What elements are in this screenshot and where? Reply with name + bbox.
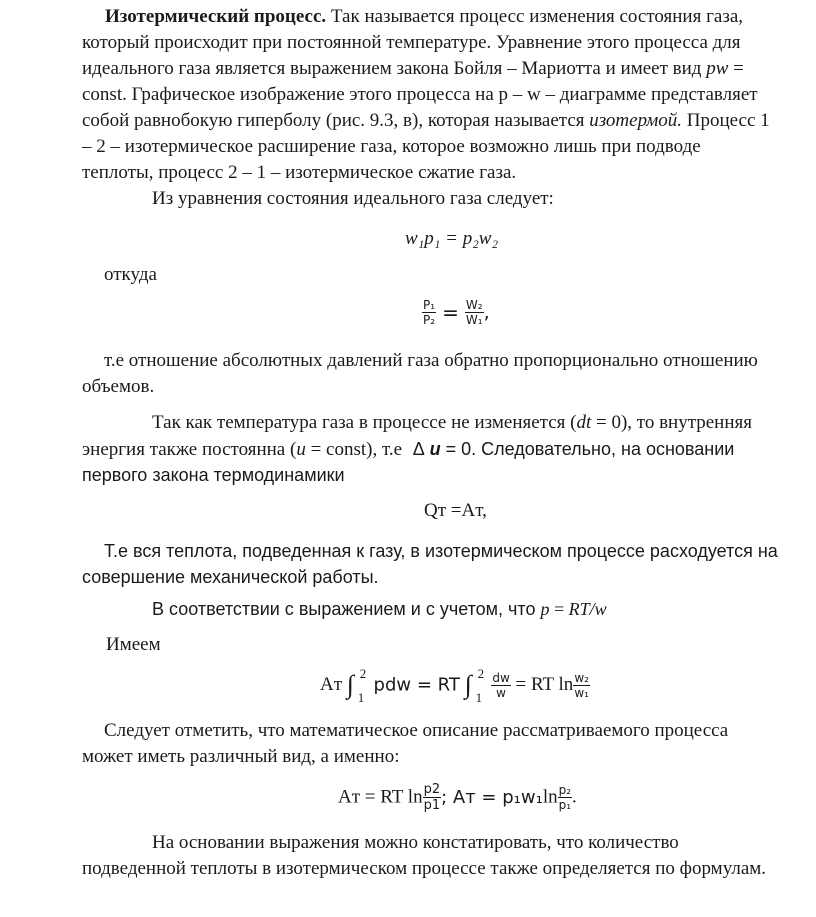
fraction-w2-w1-log: $\frac{\text{w₂}}{\text{w₁}}$ xyxy=(574,670,589,700)
paragraph-5-line-1: Так как температура газа в процессе не изменяется (dt = 0), то внутренняя xyxy=(152,412,753,433)
equation-work-pressure: Aт = RT ln $\frac{p2}{p1}$ ; Aт = p₁w₁ln $\frac{\text{p₂}}{\text{p₁}}$ . xyxy=(338,782,577,813)
integral-sign-1: ∫ 2 1 xyxy=(346,666,367,705)
paragraph-3: откуда xyxy=(104,264,157,285)
paragraph-9-line-2: может иметь различный вид, а именно: xyxy=(82,746,400,767)
paragraph-5-line-2: энергия также постоянна (u = const), т.е Δ u = 0. Следовательно, на основании xyxy=(82,439,735,460)
fraction-dw-w: $\frac{dw}{w}$ xyxy=(492,670,510,700)
paragraph-6-line-1: Т.е вся теплота, подведенная к газу, в изотермическом процессе расходуется на xyxy=(104,541,778,561)
equation-pressure-ratio: $\frac{\text{P₁}}{\text{P₂}}$ = $\frac{\text{W₂}}{\text{W₁}}$ , xyxy=(423,298,490,327)
section-title: Изотермический процесс. xyxy=(105,6,327,27)
paragraph-1-line-6: – 2 – изотермическое расширение газа, которое возможно лишь при подводе xyxy=(82,136,701,157)
paragraph-1-line-7: теплоты, процесс 2 – 1 – изотермическое сжатие газа. xyxy=(82,162,517,183)
paragraph-2: Из уравнения состояния идеального газа следует: xyxy=(152,188,554,209)
fraction-p2-p1: $\frac{p2}{p1}$ xyxy=(423,782,441,813)
paragraph-7: В соответствии с выражением и с учетом, что p = RT/w xyxy=(152,599,607,619)
fraction-w2-w1: $\frac{\text{W₂}}{\text{W₁}}$ xyxy=(465,298,483,327)
paragraph-10-line-2: подведенной теплоты в изотермическом процессе также определяется по формулам. xyxy=(82,858,767,879)
equation-work-integral: Aт ∫ 2 1 pdw = RT ∫ 2 1 $\frac{dw}{w}$ = RT ln $\frac{\text{w₂}}{\text{w₁}}$ xyxy=(320,666,589,705)
paragraph-4-line-2: объемов. xyxy=(82,376,155,397)
paragraph-5-line-3: первого закона термодинамики xyxy=(82,465,345,485)
fraction-p1-p2: $\frac{\text{P₁}}{\text{P₂}}$ xyxy=(423,298,436,327)
equation-boyle-mariotte: w₁p₁ = p₂w₂ xyxy=(405,228,499,249)
paragraph-1-line-4: const. Графическое изображение этого процесса на p – w – диаграмме представляет xyxy=(82,84,758,105)
paragraph-10-line-1: На основании выражения можно констатировать, что количество xyxy=(152,832,679,853)
paragraph-1-line-5: собой равнобокую гиперболу (рис. 9.3, в), которая называется изотермой. Процесс 1 xyxy=(82,110,770,131)
paragraph-9-line-1: Следует отметить, что математическое описание рассматриваемого процесса xyxy=(104,720,729,741)
equation-heat-work: Qт =Aт, xyxy=(424,500,487,521)
paragraph-4-line-1: т.е отношение абсолютных давлений газа обратно пропорционально отношению xyxy=(104,350,758,371)
paragraph-6-line-2: совершение механической работы. xyxy=(82,567,379,587)
paragraph-8: Имеем xyxy=(106,634,161,655)
fraction-p2-p1-sub: $\frac{\text{p₂}}{\text{p₁}}$ xyxy=(558,783,572,812)
paragraph-1-line-1: Изотермический процесс. Так называется процесс изменения состояния газа, xyxy=(105,6,744,27)
paragraph-1-line-2: который происходит при постоянной температуре. Уравнение этого процесса для xyxy=(82,32,741,53)
paragraph-1-line-3: идеального газа является выражением закона Бойля – Мариотта и имеет вид pw = xyxy=(82,58,744,79)
integral-sign-2: ∫ 2 1 xyxy=(464,666,485,705)
